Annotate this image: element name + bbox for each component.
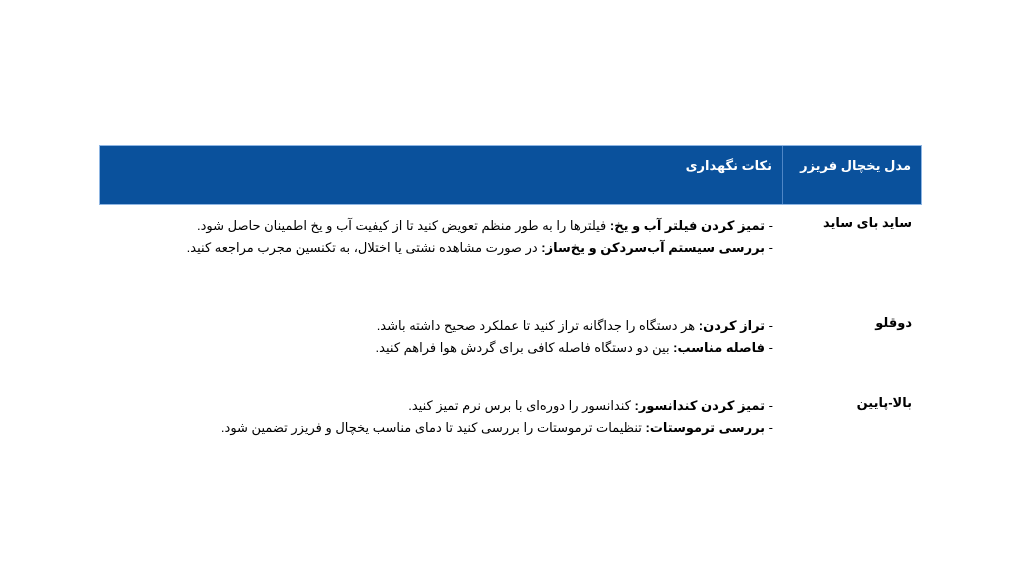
tip-title: فاصله مناسب: bbox=[673, 340, 766, 355]
tip-title: تمیز کردن کندانسور: bbox=[634, 398, 766, 413]
tip-text: فیلترها را به طور منظم تعویض کنید تا از کیفیت آب و یخ اطمینان حاصل شود. bbox=[197, 218, 610, 233]
tip-text: در صورت مشاهده نشتی یا اختلال، به تکنسین مجرب مراجعه کنید. bbox=[186, 240, 542, 255]
tip-text: بین دو دستگاه فاصله کافی برای گردش هوا فراهم کنید. bbox=[375, 340, 674, 355]
dash: - bbox=[765, 318, 773, 333]
dash: - bbox=[765, 218, 773, 233]
table-row bbox=[99, 205, 922, 305]
tip-item bbox=[109, 337, 773, 359]
model-name: ساید بای ساید bbox=[822, 215, 912, 230]
tip-item bbox=[109, 237, 773, 259]
table-header bbox=[99, 145, 922, 205]
tip-text: تنظیمات ترموستات را بررسی کنید تا دمای مناسب یخچال و فریزر تضمین شود. bbox=[220, 420, 646, 435]
table-row bbox=[99, 305, 922, 385]
maintenance-table bbox=[99, 145, 922, 455]
tips-cell bbox=[99, 305, 783, 385]
header-tips: نکات نگهداری bbox=[685, 158, 772, 173]
header-model: مدل یخچال فریزر bbox=[782, 146, 921, 204]
tip-item bbox=[109, 215, 773, 237]
tip-title: بررسی سیستم آب‌سردکن و یخ‌ساز: bbox=[541, 240, 766, 255]
tip-item bbox=[109, 395, 773, 417]
table-row bbox=[99, 385, 922, 455]
tips-cell bbox=[99, 385, 783, 455]
dash: - bbox=[765, 420, 773, 435]
tips-cell bbox=[99, 205, 783, 305]
dash: - bbox=[765, 398, 773, 413]
tip-title: بررسی ترموستات: bbox=[645, 420, 766, 435]
model-name: بالا-پایین bbox=[856, 395, 912, 410]
tip-title: تراز کردن: bbox=[698, 318, 766, 333]
tip-item bbox=[109, 417, 773, 439]
tip-text: هر دستگاه را جداگانه تراز کنید تا عملکرد صحیح داشته باشد. bbox=[376, 318, 699, 333]
tip-title: تمیز کردن فیلتر آب و یخ: bbox=[609, 218, 766, 233]
dash: - bbox=[765, 340, 773, 355]
model-name: دوقلو bbox=[875, 315, 912, 330]
tip-text: کندانسور را دوره‌ای با برس نرم تمیز کنید. bbox=[408, 398, 635, 413]
dash: - bbox=[765, 240, 773, 255]
tip-item bbox=[109, 315, 773, 337]
